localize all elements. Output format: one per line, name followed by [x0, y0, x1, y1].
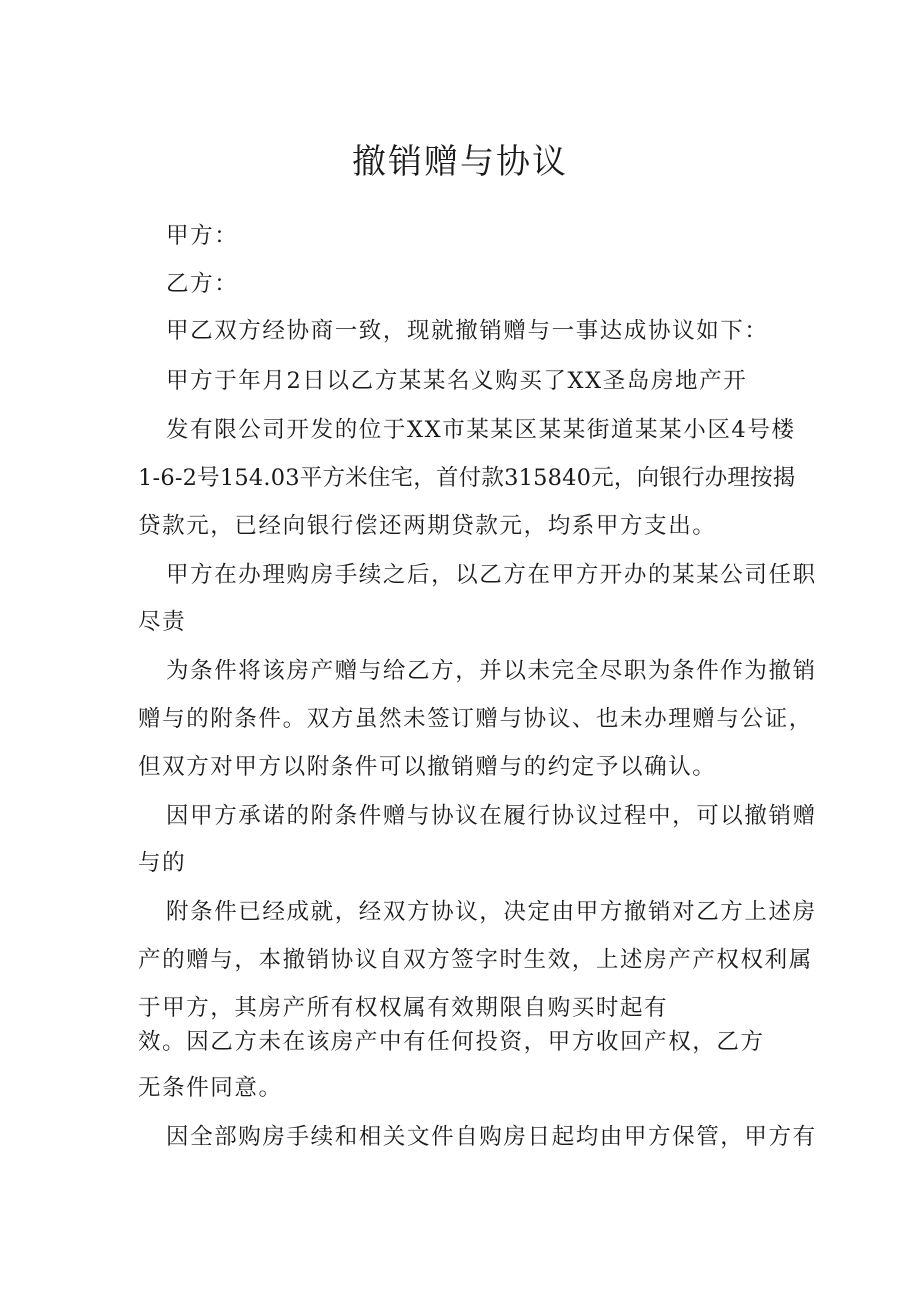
paragraph-line: 贷款元，已经向银行偿还两期贷款元，均系甲方支出。: [138, 513, 717, 539]
paragraph-line: 于甲方，其房产所有权权属有效期限自购买时起有: [138, 995, 669, 1021]
paragraph-line: 为条件将该房产赠与给乙方，并以未完全尽职为条件作为撤销: [166, 658, 817, 684]
party-a-line: 甲方：: [166, 223, 239, 249]
party-b-line: 乙方：: [166, 271, 239, 297]
document-title: 撤销赠与协议: [352, 142, 568, 182]
paragraph-line: 无条件同意。: [138, 1075, 283, 1101]
paragraph-line: 甲方于年月2日以乙方某某名义购买了XX圣岛房地产开: [166, 368, 748, 394]
paragraph-line: 1-6-2号154.03平方米住宅，首付款315840元，向银行办理按揭: [138, 465, 796, 491]
paragraph-line: 但双方对甲方以附条件可以撤销赠与的约定予以确认。: [138, 754, 717, 780]
paragraph-line: 甲乙双方经协商一致，现就撤销赠与一事达成协议如下：: [166, 318, 769, 344]
paragraph-line: 与的: [138, 850, 187, 876]
paragraph-line: 效。因乙方未在该房产中有任何投资，甲方收回产权，乙方: [138, 1029, 765, 1055]
paragraph-line: 甲方在办理购房手续之后，以乙方在甲方开办的某某公司任职: [166, 562, 817, 588]
paragraph-line: 因甲方承诺的附条件赠与协议在履行协议过程中，可以撤销赠: [166, 803, 817, 829]
paragraph-line: 附条件已经成就，经双方协议，决定由甲方撤销对乙方上述房: [166, 899, 817, 925]
paragraph-line: 产的赠与，本撤销协议自双方签字时生效，上述房产产权权利属: [138, 947, 813, 973]
paragraph-line: 发有限公司开发的位于XX市某某区某某街道某某小区4号楼: [166, 417, 796, 443]
paragraph-line: 赠与的附条件。双方虽然未签订赠与协议、也未办理赠与公证，: [138, 706, 813, 732]
paragraph-line: 因全部购房手续和相关文件自购房日起均由甲方保管，甲方有: [166, 1124, 817, 1150]
paragraph-line: 尽责: [138, 609, 187, 635]
